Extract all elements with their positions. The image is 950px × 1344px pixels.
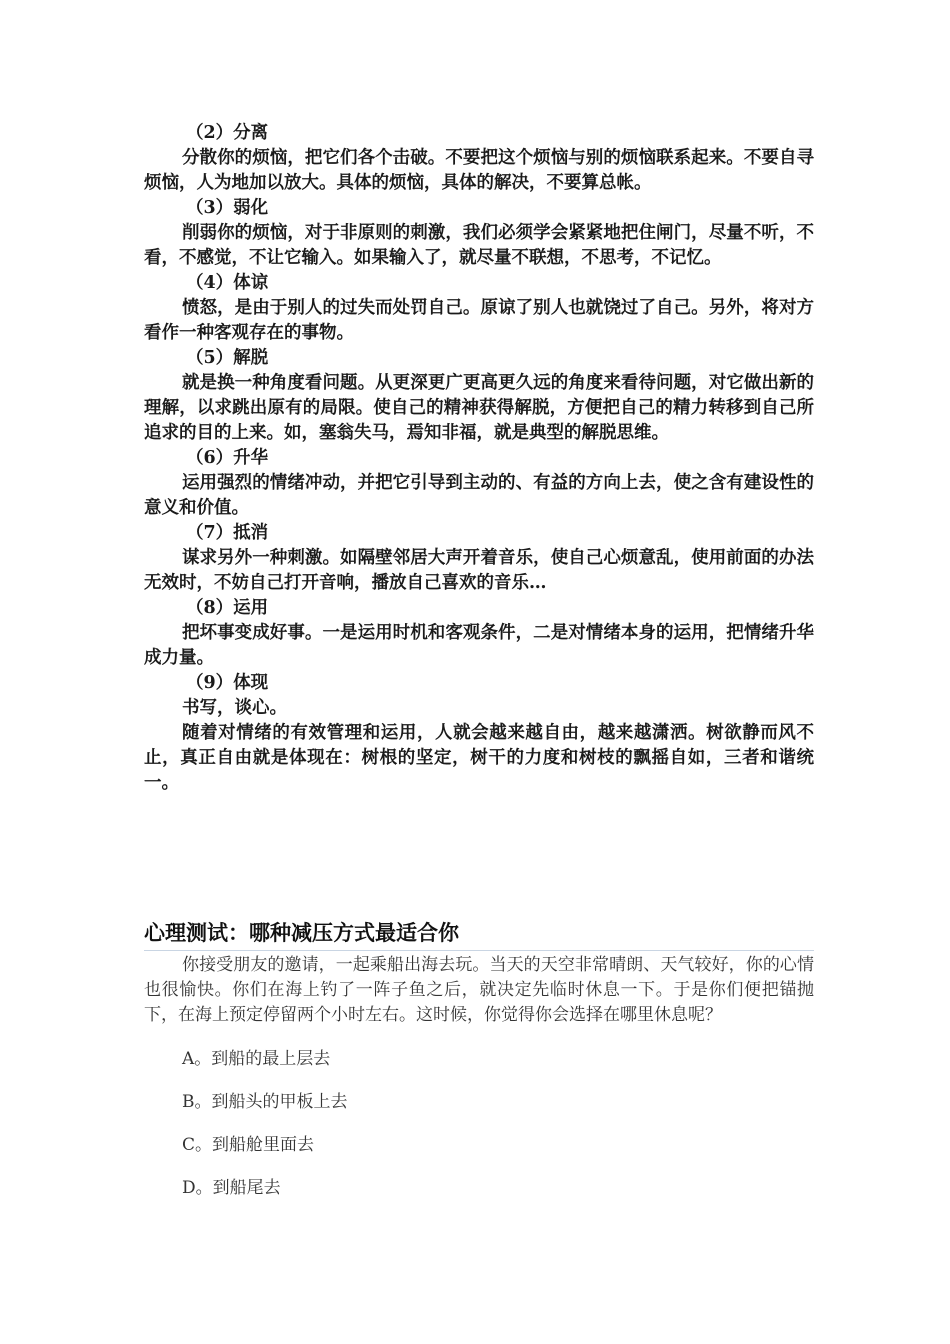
closing-paragraph: 随着对情绪的有效管理和运用，人就会越来越自由，越来越潇洒。树欲静而风不止，真正自由就是体现在：树根的坚定，树干的力度和树枝的飘摇自如，三者和谐统一。 bbox=[144, 723, 814, 793]
method-text: 就是换一种角度看问题。从更深更广更高更久远的角度来看待问题，对它做出新的理解，以求跳出原有的局限。使自己的精神获得解脱，方便把自己的精力转移到自己所追求的目的上来。如，塞翁失马，焉知非福，就是典型的解脱思维。 bbox=[144, 373, 814, 443]
method-text: 运用强烈的情绪冲动，并把它引导到主动的、有益的方向上去，使之含有建设性的意义和价值。 bbox=[144, 473, 814, 518]
emotion-methods-section bbox=[144, 121, 814, 796]
method-heading: （5）解脱 bbox=[186, 348, 269, 368]
method-heading: （2）分离 bbox=[186, 123, 269, 143]
quiz-option-d: D。到船尾去 bbox=[182, 1178, 281, 1198]
quiz-option-b: B。到船头的甲板上去 bbox=[182, 1092, 348, 1112]
method-text: 把坏事变成好事。一是运用时机和客观条件，二是对情绪本身的运用，把情绪升华成力量。 bbox=[144, 623, 814, 668]
method-text: 愤怒，是由于别人的过失而处罚自己。原谅了别人也就饶过了自己。另外，将对方看作一种客观存在的事物。 bbox=[144, 298, 814, 343]
method-text: 分散你的烦恼，把它们各个击破。不要把这个烦恼与别的烦恼联系起来。不要自寻烦恼，人为地加以放大。具体的烦恼，具体的解决，不要算总帐。 bbox=[144, 148, 814, 193]
quiz-title: 心理测试：哪种减压方式最适合你 bbox=[144, 918, 814, 951]
quiz-option-c: C。到船舱里面去 bbox=[182, 1135, 315, 1155]
method-heading: （4）体谅 bbox=[186, 273, 269, 293]
method-heading: （6）升华 bbox=[186, 448, 269, 468]
method-heading: （9）体现 bbox=[186, 673, 269, 693]
quiz-intro: 你接受朋友的邀请，一起乘船出海去玩。当天的天空非常晴朗、天气较好，你的心情也很愉快。你们在海上钓了一阵子鱼之后，就决定先临时休息一下。于是你们便把锚抛下，在海上预定停留两个小时左右。这时候，你觉得你会选择在哪里休息呢？ bbox=[144, 955, 814, 1025]
method-text: 谋求另外一种刺激。如隔壁邻居大声开着音乐，使自己心烦意乱，使用前面的办法无效时，不妨自己打开音响，播放自己喜欢的音乐… bbox=[144, 548, 814, 593]
method-text: 削弱你的烦恼，对于非原则的刺激，我们必须学会紧紧地把住闸门，尽量不听，不看，不感觉，不让它输入。如果输入了，就尽量不联想，不思考，不记忆。 bbox=[144, 223, 814, 268]
quiz-option-a: A。到船的最上层去 bbox=[182, 1049, 331, 1069]
quiz-options bbox=[144, 1047, 814, 1201]
method-heading: （3）弱化 bbox=[186, 198, 269, 218]
method-heading: （7）抵消 bbox=[186, 523, 269, 543]
method-text: 书写，谈心。 bbox=[182, 698, 287, 718]
method-heading: （8）运用 bbox=[186, 598, 269, 618]
psych-test-section bbox=[144, 918, 814, 1219]
